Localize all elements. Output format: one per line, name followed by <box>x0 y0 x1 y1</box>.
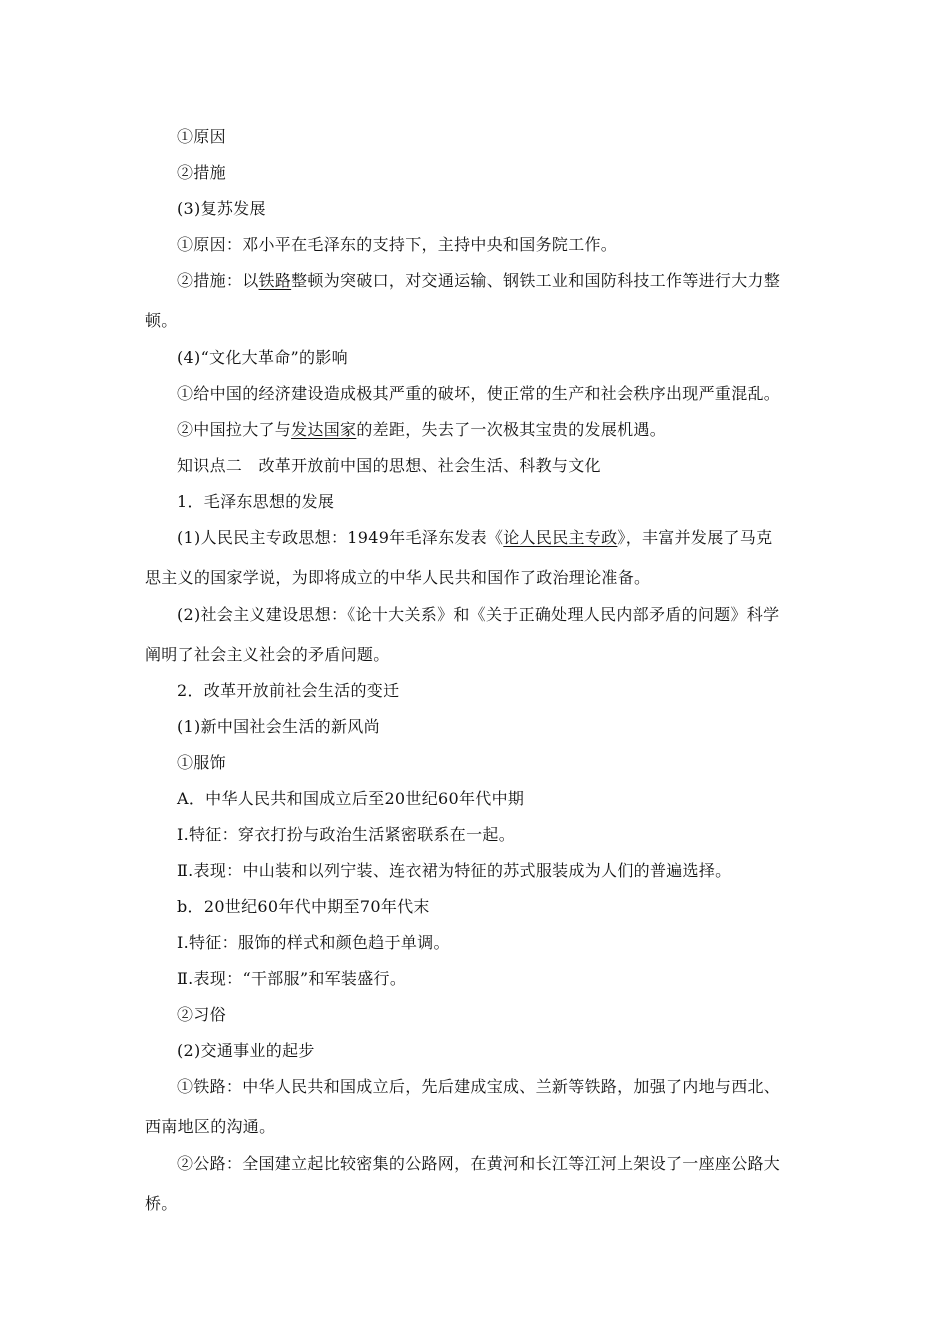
text-line: ①服饰 <box>177 753 226 772</box>
underlined-term: 发达国家 <box>291 420 357 439</box>
text-line: (1)人民民主专政思想：1949年毛泽东发表《论人民民主专政》，丰富并发展了马克 <box>177 528 773 547</box>
text-line: 顿。 <box>145 311 178 330</box>
text-line: 1．毛泽东思想的发展 <box>177 492 335 511</box>
text-line: 西南地区的沟通。 <box>145 1117 276 1136</box>
text-line: b．20世纪60年代中期至70年代末 <box>177 897 430 916</box>
text-line: ②公路：全国建立起比较密集的公路网，在黄河和长江等江河上架设了一座座公路大 <box>177 1154 781 1173</box>
section-heading: 知识点二 改革开放前中国的思想、社会生活、科教与文化 <box>177 456 601 475</box>
text-line: 桥。 <box>145 1194 178 1213</box>
text-line: ②措施 <box>177 163 226 182</box>
text-line: (4)“文化大革命”的影响 <box>177 348 348 367</box>
text-line: 2．改革开放前社会生活的变迁 <box>177 681 400 700</box>
text-line: ①原因 <box>177 127 226 146</box>
text-line: ①铁路：中华人民共和国成立后，先后建成宝成、兰新等铁路，加强了内地与西北、 <box>177 1077 781 1096</box>
underlined-term: 论人民民主专政 <box>503 528 618 547</box>
text-line: 思主义的国家学说，为即将成立的中华人民共和国作了政治理论准备。 <box>145 568 651 587</box>
text-line: ②习俗 <box>177 1005 226 1024</box>
underlined-term: 铁路 <box>258 271 292 290</box>
text-line: (2)交通事业的起步 <box>177 1041 315 1060</box>
text-line: Ⅰ.特征：穿衣打扮与政治生活紧密联系在一起。 <box>177 825 516 844</box>
text-line: Ⅱ.表现：中山装和以列宁装、连衣裙为特征的苏式服装成为人们的普遍选择。 <box>177 861 732 880</box>
text-line: Ⅰ.特征：服饰的样式和颜色趋于单调。 <box>177 933 450 952</box>
text-line: 阐明了社会主义社会的矛盾问题。 <box>145 645 390 664</box>
text-line: ①给中国的经济建设造成极其严重的破坏，使正常的生产和社会秩序出现严重混乱。 <box>177 384 781 403</box>
text-line: (3)复苏发展 <box>177 199 266 218</box>
text-line: ②中国拉大了与发达国家的差距，失去了一次极其宝贵的发展机遇。 <box>177 420 667 439</box>
text-line: Ⅱ.表现：“干部服”和军装盛行。 <box>177 969 407 988</box>
text-line: ①原因：邓小平在毛泽东的支持下，主持中央和国务院工作。 <box>177 235 618 254</box>
text-line: ②措施：以铁路整顿为突破口，对交通运输、钢铁工业和国防科技工作等进行大力整 <box>177 271 781 290</box>
text-line: A．中华人民共和国成立后至20世纪60年代中期 <box>177 789 525 808</box>
text-line: (1)新中国社会生活的新风尚 <box>177 717 380 736</box>
text-line: (2)社会主义建设思想：《论十大关系》和《关于正确处理人民内部矛盾的问题》科学 <box>177 605 780 624</box>
